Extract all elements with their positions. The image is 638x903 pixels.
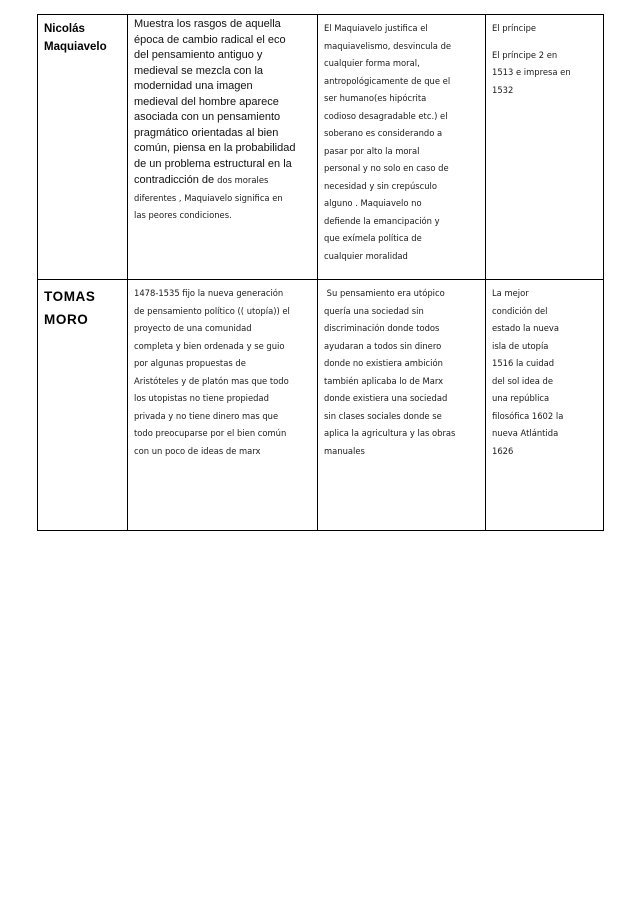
text-line: cualquier moralidad	[324, 250, 408, 261]
text-line: Muestra los rasgos de aquella	[134, 18, 281, 30]
text-line: El príncipe 2 en	[492, 49, 558, 60]
text-line: del sol idea de	[492, 375, 553, 386]
description-cell	[128, 15, 318, 280]
author-name-cell	[38, 15, 128, 280]
text-line: donde existiera una sociedad	[324, 393, 448, 403]
text-line: común, piensa en la probabilidad	[134, 142, 296, 154]
text-fragment: contradicción de	[134, 174, 218, 186]
text-line: por algunas propuestas de	[134, 358, 246, 368]
text-fragment: dos morales	[217, 175, 269, 185]
text-line: isla de utopía	[492, 340, 549, 351]
text-line: modernidad una imagen	[134, 80, 253, 92]
text-line: de pensamiento político (( utopía)) el	[134, 305, 290, 316]
text-line: época de cambio radical el eco	[134, 33, 286, 46]
works-cell	[486, 280, 604, 531]
text-line: sin clases sociales donde se	[324, 410, 442, 421]
text-line: pasar por alto la moral	[324, 145, 420, 156]
text-line: 1513 e impresa en	[492, 67, 571, 77]
text-line: con un poco de ideas de marx	[134, 445, 261, 456]
text-line: de un problema estructural en la	[134, 157, 292, 170]
description-cell	[128, 280, 318, 531]
text-line: Su pensamiento era utópico	[324, 288, 445, 298]
text-line: necesidad y sin crepúsculo	[324, 180, 437, 191]
text-line: cualquier forma moral,	[324, 58, 420, 68]
text-line: privada y no tiene dinero mas que	[134, 410, 279, 421]
text-line: medieval se mezcla con la	[134, 64, 264, 77]
text-line: estado la nueva	[492, 323, 560, 333]
text-line: condición del	[492, 305, 548, 316]
text-line: ayudaran a todos sin dinero	[324, 340, 442, 351]
text-line: completa y bien ordenada y se guio	[134, 340, 285, 351]
text-line: personal y no solo en caso de	[324, 163, 449, 173]
text-line: quería una sociedad sin	[324, 305, 424, 316]
text-line: todo preocuparse por el bien común	[134, 428, 287, 438]
text-line-mixed	[134, 172, 311, 190]
works-cell	[486, 15, 604, 280]
text-line: antropológicamente de que el	[324, 75, 451, 86]
text-line: también aplicaba lo de Marx	[324, 375, 444, 386]
text-line: los utopistas no tiene propiedad	[134, 393, 269, 403]
text-line: manuales	[324, 445, 365, 456]
work-title: El príncipe	[492, 23, 537, 33]
author-name-line: TOMAS	[44, 289, 96, 304]
text-line: del pensamiento antiguo y	[134, 49, 263, 61]
author-name-cell	[38, 280, 128, 531]
ideas-cell	[318, 15, 486, 280]
text-line: Aristóteles y de platón mas que todo	[134, 375, 289, 386]
text-line: codioso desagradable etc.) el	[324, 110, 448, 121]
comparison-table	[37, 14, 604, 531]
author-name-line: MORO	[44, 312, 89, 327]
text-line: pragmático orientadas al bien	[134, 126, 279, 139]
text-line: La mejor	[492, 288, 529, 298]
table-row	[38, 15, 604, 280]
text-line: maquiavelismo, desvincula de	[324, 40, 452, 51]
text-line: alguno . Maquiavelo no	[324, 198, 422, 208]
text-line: soberano es considerando a	[324, 128, 443, 138]
author-name-line: Nicolás	[44, 23, 85, 35]
text-line: que exímela política de	[324, 233, 422, 243]
text-line: 1478-1535 fijo la nueva generación	[134, 288, 284, 298]
text-line: donde no existiera ambición	[324, 358, 443, 368]
author-name-line: Maquiavelo	[44, 41, 107, 53]
text-line: ser humano(es hipócrita	[324, 93, 427, 103]
text-line: aplica la agricultura y las obras	[324, 428, 456, 438]
text-line: El Maquiavelo justifica el	[324, 23, 428, 33]
text-line: 1532	[492, 84, 514, 95]
text-line: discriminación donde todos	[324, 323, 440, 333]
table-row	[38, 280, 604, 531]
text-line: una república	[492, 393, 550, 403]
text-line: defiende la emancipación y	[324, 215, 440, 226]
text-line: filosófica 1602 la	[492, 410, 564, 421]
text-line: nueva Atlántida	[492, 428, 559, 438]
text-line: 1626	[492, 445, 514, 456]
text-line: 1516 la cuidad	[492, 358, 555, 368]
text-line: proyecto de una comunidad	[134, 323, 252, 333]
ideas-cell	[318, 280, 486, 531]
text-line: diferentes , Maquiavelo significa en	[134, 192, 283, 203]
text-line: las peores condiciones.	[134, 210, 232, 220]
text-line: medieval del hombre aparece	[134, 95, 279, 108]
text-line: asociada con un pensamiento	[134, 111, 281, 123]
